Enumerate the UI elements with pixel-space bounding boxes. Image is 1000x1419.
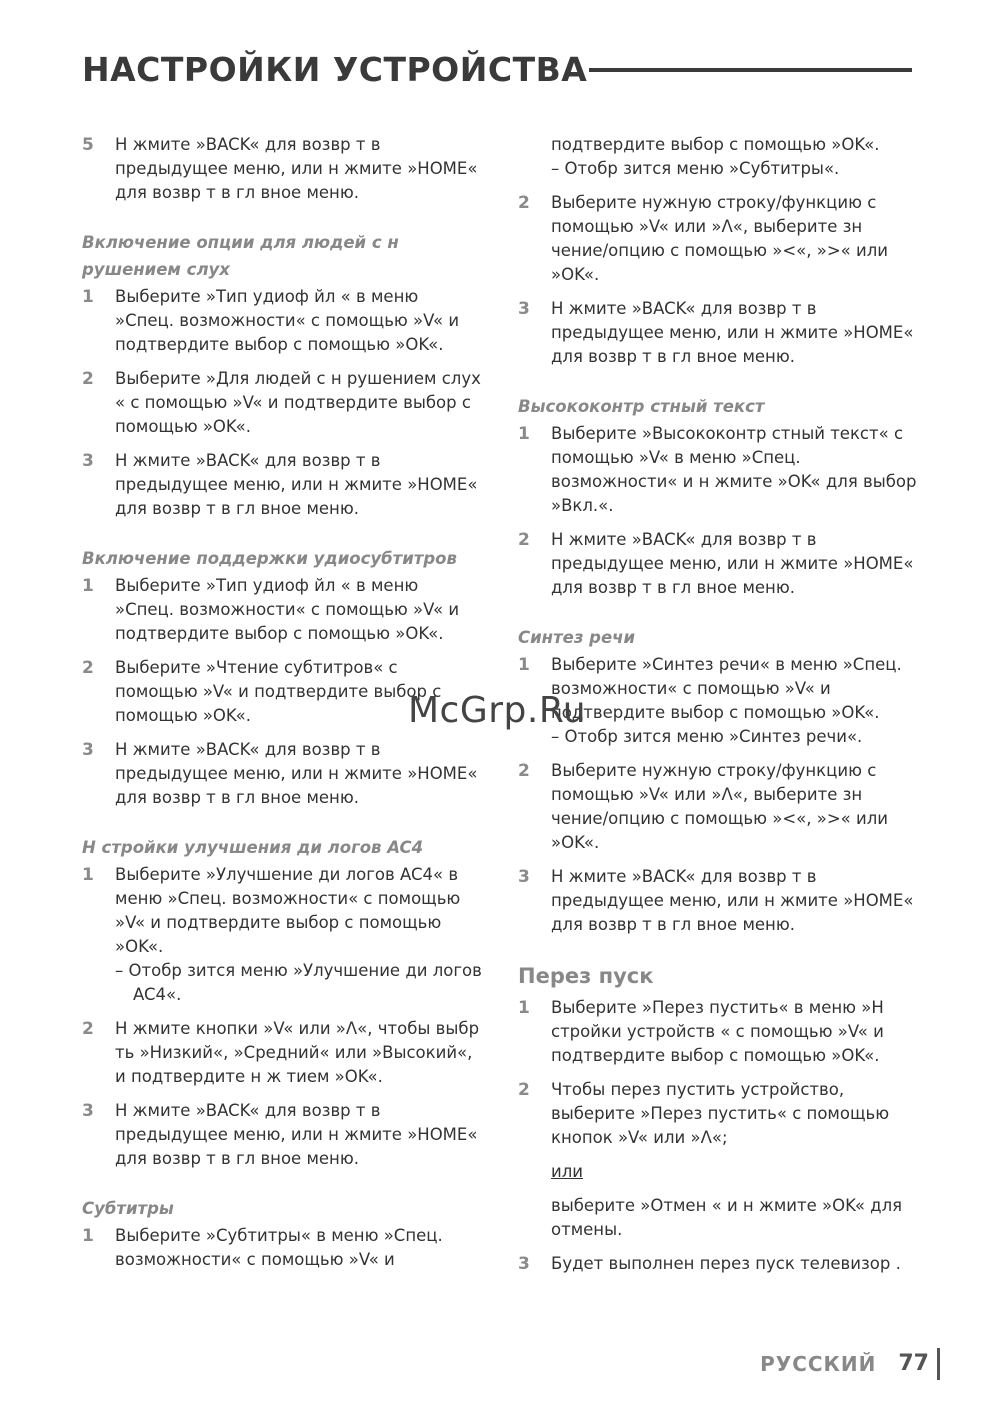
- step: 5 Н жмите »BACK« для возвр т в предыдущее меню, или н жмите »HOME« для возвр т в гл вное меню.: [82, 135, 478, 202]
- step: 3 Будет выполнен перез пуск телевизор .: [518, 1254, 901, 1274]
- watermark: McGrp.Ru: [408, 690, 587, 731]
- section-title: Синтез речи: [518, 628, 636, 647]
- step: 3 Н жмите »BACK« для возвр т в предыдущее меню, или н жмите »HOME« для возвр т в гл вное меню.: [518, 299, 914, 366]
- title-rule: [589, 68, 912, 72]
- section-title: Высококонтр стный текст: [518, 397, 765, 416]
- step: 2 Н жмите »BACK« для возвр т в предыдущее меню, или н жмите »HOME« для возвр т в гл вное меню.: [518, 530, 914, 597]
- step: 2 Н жмите кнопки »V« или »Λ«, чтобы выбр ть »Низкий«, »Средний« или »Высокий«, и подтвердите н ж тием »OK«.: [82, 1019, 480, 1086]
- alternative-text: выберите »Отмен « и н жмите »OK« для отмены.: [551, 1196, 903, 1239]
- section-title: Н стройки улучшения ди логов AC4: [82, 838, 424, 857]
- step: 1 Выберите »Перез пустить« в меню »Н стройки устройств « с помощью »V« и подтвердите выбор с помощью »OK«.: [518, 998, 884, 1065]
- step: 1 Выберите »Синтез речи« в меню »Спец. возможности« с помощью »V« и подтвердите выбор с помощью »OK«. – Отобр зится меню »Синтез речи«.: [518, 655, 902, 746]
- step: 2 Выберите »Для людей с н рушением слух « с помощью »V« и подтвердите выбор с помощью »OK«.: [82, 369, 481, 436]
- step: 3 Н жмите »BACK« для возвр т в предыдущее меню, или н жмите »HOME« для возвр т в гл вное меню.: [82, 1101, 478, 1168]
- step: 1 Выберите »Субтитры« в меню »Спец. возможности« с помощью »V« и: [82, 1226, 443, 1269]
- or-text: или: [551, 1162, 583, 1181]
- step: 2 Выберите »Чтение субтитров« с помощью »V« и подтвердите выбор с помощью »OK«.: [82, 658, 442, 725]
- step: 3 Н жмите »BACK« для возвр т в предыдущее меню, или н жмите »HOME« для возвр т в гл вное меню.: [82, 451, 478, 518]
- step: 2 Выберите нужную строку/функцию с помощью »V« или »Λ«, выберите зн чение/опцию с помощью »<«, »>« или »OK«.: [518, 193, 888, 284]
- step: 3 Н жмите »BACK« для возвр т в предыдущее меню, или н жмите »HOME« для возвр т в гл вное меню.: [518, 867, 914, 934]
- page-header: [82, 50, 912, 89]
- continued-text: подтвердите выбор с помощью »OK«. – Отобр зится меню »Субтитры«.: [551, 135, 880, 178]
- page-title: НАСТРОЙКИ УСТРОЙСТВА: [82, 50, 912, 89]
- step: 1 Выберите »Улучшение ди логов AC4« в меню »Спец. возможности« с помощью »V« и подтвердите выбор с помощью »OK«. – Отобр зится меню »Улучшение ди логов AC4«.: [82, 865, 482, 1004]
- step: 1 Выберите »Тип удиоф йл « в меню »Спец. возможности« с помощью »V« и подтвердите выбор с помощью »OK«.: [82, 287, 460, 354]
- section-title: Включение поддержки удиосубтитров: [82, 549, 457, 568]
- step: 1 Выберите »Высококонтр стный текст« с помощью »V« в меню »Спец. возможности« и н жмите »OK« для выбор »Вкл.«.: [518, 424, 917, 515]
- section-title: Субтитры: [82, 1199, 174, 1218]
- section-title: Перез пуск: [518, 964, 654, 988]
- language-label: РУССКИЙ: [760, 1352, 877, 1376]
- step: 1 Выберите »Тип удиоф йл « в меню »Спец. возможности« с помощью »V« и подтвердите выбор с помощью »OK«.: [82, 576, 460, 643]
- page-footer: [760, 1348, 940, 1380]
- step: 2 Выберите нужную строку/функцию с помощью »V« или »Λ«, выберите зн чение/опцию с помощью »<«, »>« или »OK«.: [518, 761, 888, 852]
- step: 3 Н жмите »BACK« для возвр т в предыдущее меню, или н жмите »HOME« для возвр т в гл вное меню.: [82, 740, 478, 807]
- page-number: 77: [898, 1348, 940, 1380]
- section-title: Включение опции для людей с н рушением слух: [82, 233, 399, 279]
- step: 2 Чтобы перез пустить устройство, выберите »Перез пустить« с помощью кнопок »V« или »Λ«;: [518, 1080, 890, 1147]
